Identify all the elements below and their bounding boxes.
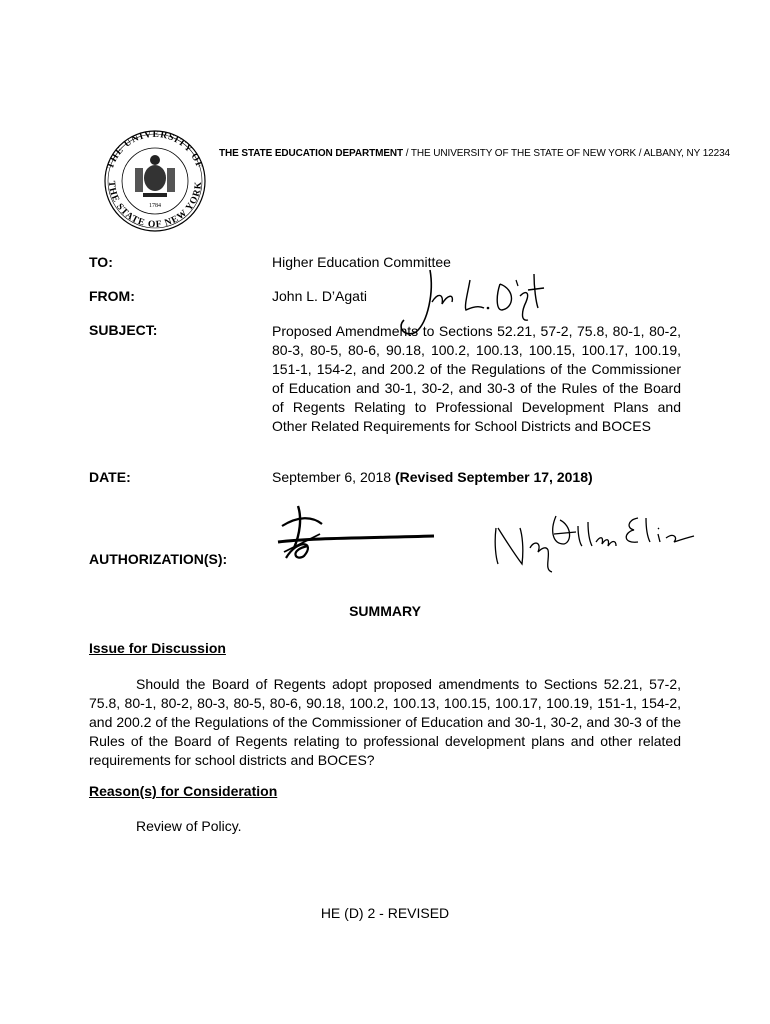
issue-heading: Issue for Discussion <box>89 640 226 656</box>
summary-title: SUMMARY <box>349 603 421 619</box>
to-label: TO: <box>89 254 113 270</box>
svg-text:1784: 1784 <box>149 203 161 209</box>
date-revised: (Revised September 17, 2018) <box>394 469 593 485</box>
reason-heading: Reason(s) for Consideration <box>89 783 278 799</box>
from-label: FROM: <box>89 288 135 304</box>
state-seal-icon <box>95 123 215 233</box>
subject-value: Proposed Amendments to Sections 52.21, 57-2, 75.8, 80-1, 80-2, 80-3, 80-5, 80-6, 90.18, 100.2, 100.13, 100.15, 100.17, 100.19, 151-1, 154-2, and 200.2 of the Regulations of the Commissioner of Education and 30-1, 30-2, and 30-3 of the Rules of the Board of Regents Relating to Professional Development Plans and Other Related Requirements for School Districts and BOCES <box>272 323 681 434</box>
document-code: HE (D) 2 - REVISED <box>320 905 450 921</box>
date-value <box>272 469 593 485</box>
authorization-label: AUTHORIZATION(S): <box>89 551 228 567</box>
letterhead-rest: / THE UNIVERSITY OF THE STATE OF NEW YORK / ALBANY, NY 12234 <box>403 148 731 159</box>
to-value: Higher Education Committee <box>272 254 451 270</box>
letterhead-address <box>219 148 730 159</box>
subject-label: SUBJECT: <box>89 322 158 338</box>
svg-text:THE UNIVERSITY OF: THE UNIVERSITY OF <box>105 129 205 171</box>
letterhead-org: THE STATE EDUCATION DEPARTMENT <box>219 148 404 159</box>
reason-text: Review of Policy. <box>136 818 242 834</box>
date-label: DATE: <box>89 469 131 485</box>
date-original: September 6, 2018 <box>272 469 395 485</box>
issue-text: Should the Board of Regents adopt proposed amendments to Sections 52.21, 57-2, 75.8, 80-1, 80-2, 80-3, 80-5, 80-6, 90.18, 100.2, 100.13, 100.15, 100.17, 100.19, 151-1, 154-2, and 200.2 of the Regulations of the Commissioner of Education and 30-1, 30-2, and 30-3 of the Rules of the Board of Regents relating to professional development plans and other related requirements for school districts and BOCES? <box>89 676 681 768</box>
svg-text:THE STATE OF NEW YORK: THE STATE OF NEW YORK <box>105 180 205 231</box>
authorization-signature-1 <box>268 498 438 566</box>
from-value: John L. D’Agati <box>272 288 367 304</box>
authorization-signature-2 <box>482 508 697 583</box>
